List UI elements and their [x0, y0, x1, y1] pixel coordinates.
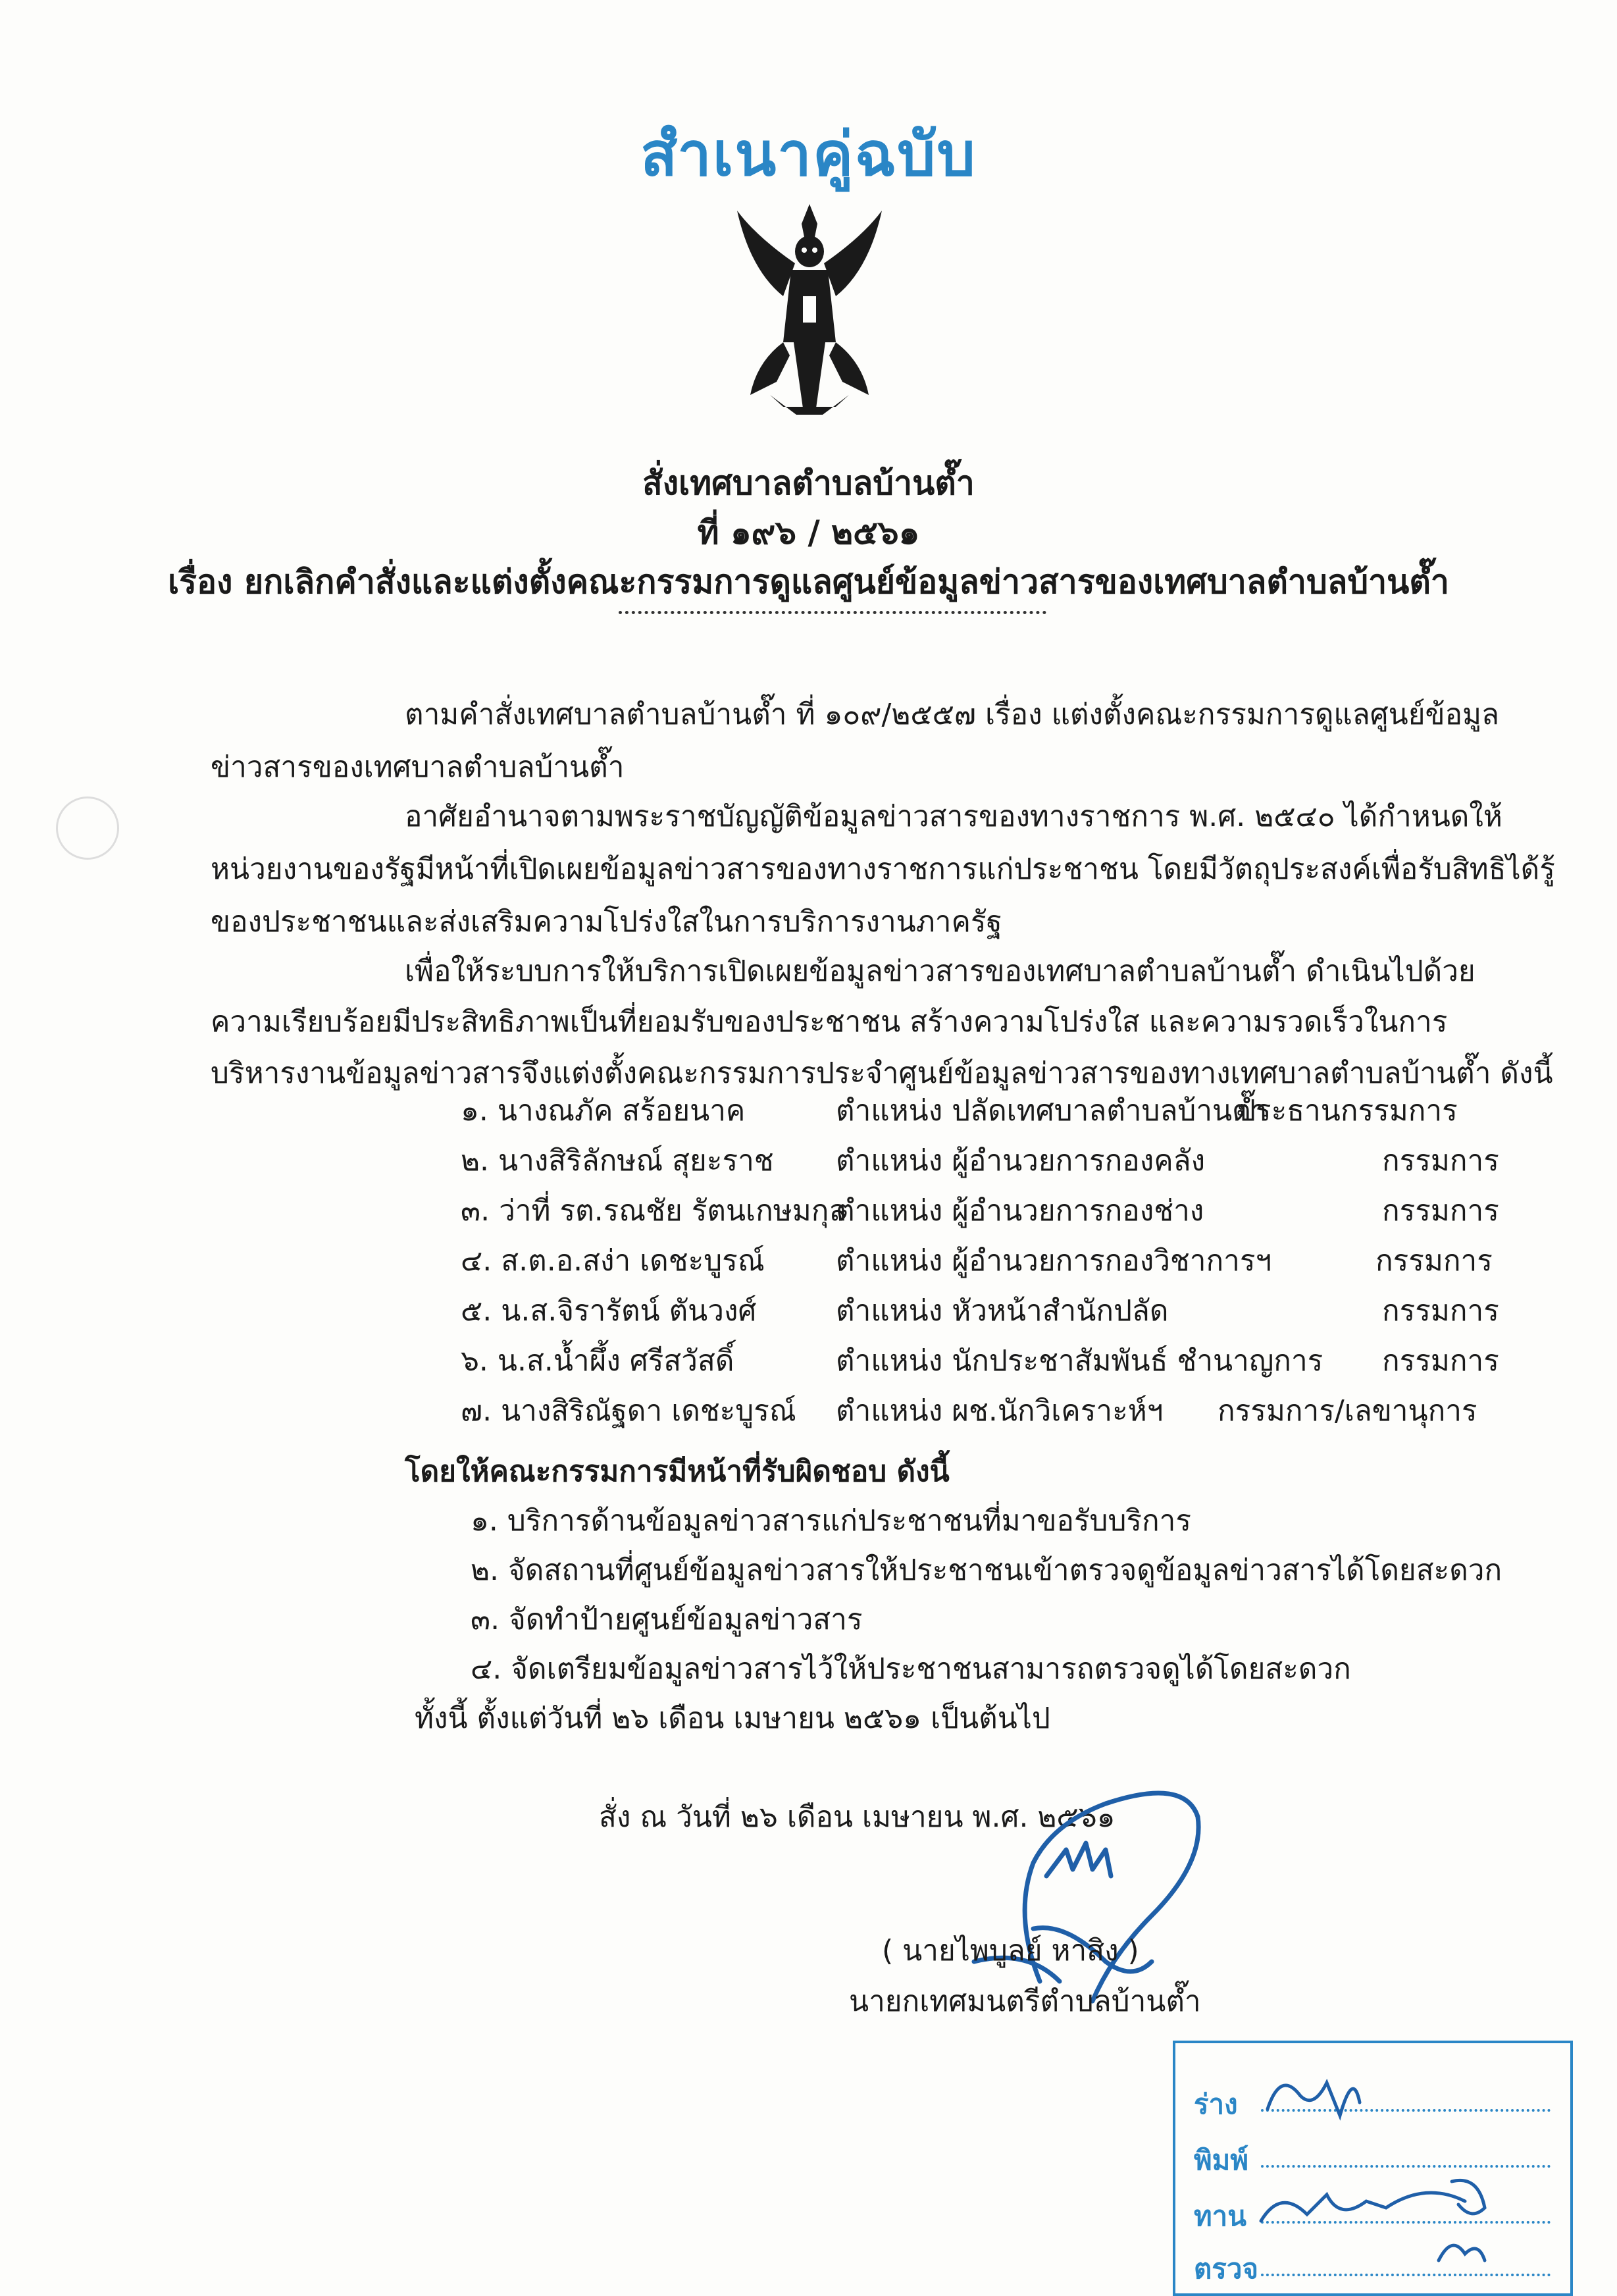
member-role: กรรมการ/เลขานุการ [1218, 1394, 1477, 1428]
para1-line1: ตามคำสั่งเทศบาลตำบลบ้านต๊ำ ที่ ๑๐๙/๒๕๕๗ เรื่อง แต่งตั้งคณะกรรมการดูแลศูนย์ข้อมูล [405, 698, 1499, 731]
committee-row [401, 1238, 1493, 1288]
para2-line2: หน่วยงานของรัฐมีหน้าที่เปิดเผยข้อมูลข่าวสารของทางราชการแก่ประชาชน โดยมีวัตถุประสงค์เพื่อรับสิทธิได้รู้ [211, 852, 1555, 886]
separator-dots [619, 606, 1046, 614]
approval-box [1173, 2041, 1573, 2296]
para3-line1: เพื่อให้ระบบการให้บริการเปิดเผยข้อมูลข่าวสารของเทศบาลตำบลบ้านต๊ำ ดำเนินไปด้วย [405, 954, 1476, 988]
member-position: ตำแหน่ง นักประชาสัมพันธ์ ชำนาญการ [836, 1344, 1323, 1378]
member-role: กรรมการ [1382, 1194, 1499, 1228]
para3-line2: ความเรียบร้อยมีประสิทธิภาพเป็นที่ยอมรับของประชาชน สร้างความโปร่งใส และความรวดเร็วในการ [211, 1005, 1448, 1039]
duties-heading: โดยให้คณะกรรมการมีหน้าที่รับผิดชอบ ดังนี้ [405, 1455, 950, 1488]
member-name: ๑. นางณภัค สร้อยนาค [461, 1094, 746, 1128]
member-position: ตำแหน่ง ผู้อำนวยการกองช่าง [836, 1194, 1204, 1228]
duty-item: ๑. บริการด้านข้อมูลข่าวสารแก่ประชาชนที่มาขอรับบริการ [471, 1504, 1191, 1538]
member-name: ๗. นางสิริณัฐดา เดชะบูรณ์ [461, 1394, 796, 1428]
member-role: กรรมการ [1382, 1344, 1499, 1378]
print-label: พิมพ์ [1194, 2144, 1249, 2176]
para2-line3: ของประชาชนและส่งเสริมความโปร่งใสในการบริการงานภาครัฐ [211, 905, 1002, 939]
signer-title: นายกเทศมนตรีตำบลบ้านต๊ำ [849, 1985, 1201, 2018]
order-issuer: สั่งเทศบาลตำบลบ้านต๊ำ [642, 464, 975, 502]
committee-list [401, 1087, 1499, 1438]
member-role: ประธานกรรมการ [1237, 1094, 1458, 1128]
member-role: กรรมการ [1382, 1144, 1499, 1178]
review-label: ทาน [1194, 2200, 1246, 2232]
committee-row [401, 1087, 1487, 1137]
copy-stamp: สำเนาคู่ฉบับ [640, 119, 977, 190]
member-name: ๒. นางสิริลักษณ์ สุยะราช [461, 1144, 774, 1178]
committee-row [401, 1388, 1487, 1438]
committee-row [401, 1288, 1499, 1338]
order-subject: เรื่อง ยกเลิกคำสั่งและแต่งตั้งคณะกรรมการดูแลศูนย์ข้อมูลข่าวสารของเทศบาลตำบลบ้านต๊ำ [168, 563, 1449, 601]
duty-item: ๔. จัดเตรียมข้อมูลข่าวสารไว้ให้ประชาชนสามารถตรวจดูได้โดยสะดวก [471, 1652, 1351, 1686]
member-position: ตำแหน่ง ปลัดเทศบาลตำบลบ้านต๊ำ [836, 1094, 1268, 1128]
order-date: สั่ง ณ วันที่ ๒๖ เดือน เมษายน พ.ศ. ๒๕๖๑ [599, 1800, 1116, 1834]
member-role: กรรมการ [1382, 1294, 1499, 1328]
member-position: ตำแหน่ง ผช.นักวิเคราะห์ฯ [836, 1394, 1164, 1428]
para1-line2: ข่าวสารของเทศบาลตำบลบ้านต๊ำ [211, 750, 625, 784]
draft-label: ร่าง [1194, 2088, 1238, 2120]
approval-initials [1254, 2056, 1557, 2287]
effective-date: ทั้งนี้ ตั้งแต่วันที่ ๒๖ เดือน เมษายน ๒๕๖๑ เป็นต้นไป [415, 1702, 1050, 1735]
committee-row [401, 1137, 1499, 1187]
member-position: ตำแหน่ง หัวหน้าสำนักปลัด [836, 1294, 1169, 1328]
member-name: ๓. ว่าที่ รต.รณชัย รัตนเกษมกุล [461, 1194, 847, 1228]
member-name: ๔. ส.ต.อ.สง่า เดชะบูรณ์ [461, 1244, 765, 1278]
committee-row [401, 1187, 1499, 1238]
check-label: ตรวจ [1194, 2253, 1259, 2285]
signer-name: ( นายไพบูลย์ หาสิง ) [882, 1934, 1139, 1968]
duty-item: ๓. จัดทำป้ายศูนย์ข้อมูลข่าวสาร [471, 1603, 863, 1636]
garuda-emblem [731, 197, 888, 421]
duty-item: ๒. จัดสถานที่ศูนย์ข้อมูลข่าวสารให้ประชาชนเข้าตรวจดูข้อมูลข่าวสารได้โดยสะดวก [471, 1553, 1502, 1587]
para2-line1: อาศัยอำนาจตามพระราชบัญญัติข้อมูลข่าวสารของทางราชการ พ.ศ. ๒๕๔๐ ได้กำหนดให้ [405, 800, 1502, 833]
member-role: กรรมการ [1375, 1244, 1493, 1278]
para3-line3: บริหารงานข้อมูลข่าวสารจึงแต่งตั้งคณะกรรมการประจำศูนย์ข้อมูลข่าวสารของทางเทศบาลตำบลบ้านต๊ำ ดังนี้ [211, 1057, 1553, 1090]
member-position: ตำแหน่ง ผู้อำนวยการกองคลัง [836, 1144, 1206, 1178]
member-name: ๕. น.ส.จิรารัตน์ ตันวงศ์ [461, 1294, 757, 1328]
order-number: ที่ ๑๙๖ / ๒๕๖๑ [697, 513, 920, 552]
committee-row [401, 1338, 1499, 1388]
punch-hole [56, 796, 119, 860]
member-position: ตำแหน่ง ผู้อำนวยการกองวิชาการฯ [836, 1244, 1272, 1278]
member-name: ๖. น.ส.น้ำผึ้ง ศรีสวัสดิ์ [461, 1344, 734, 1378]
